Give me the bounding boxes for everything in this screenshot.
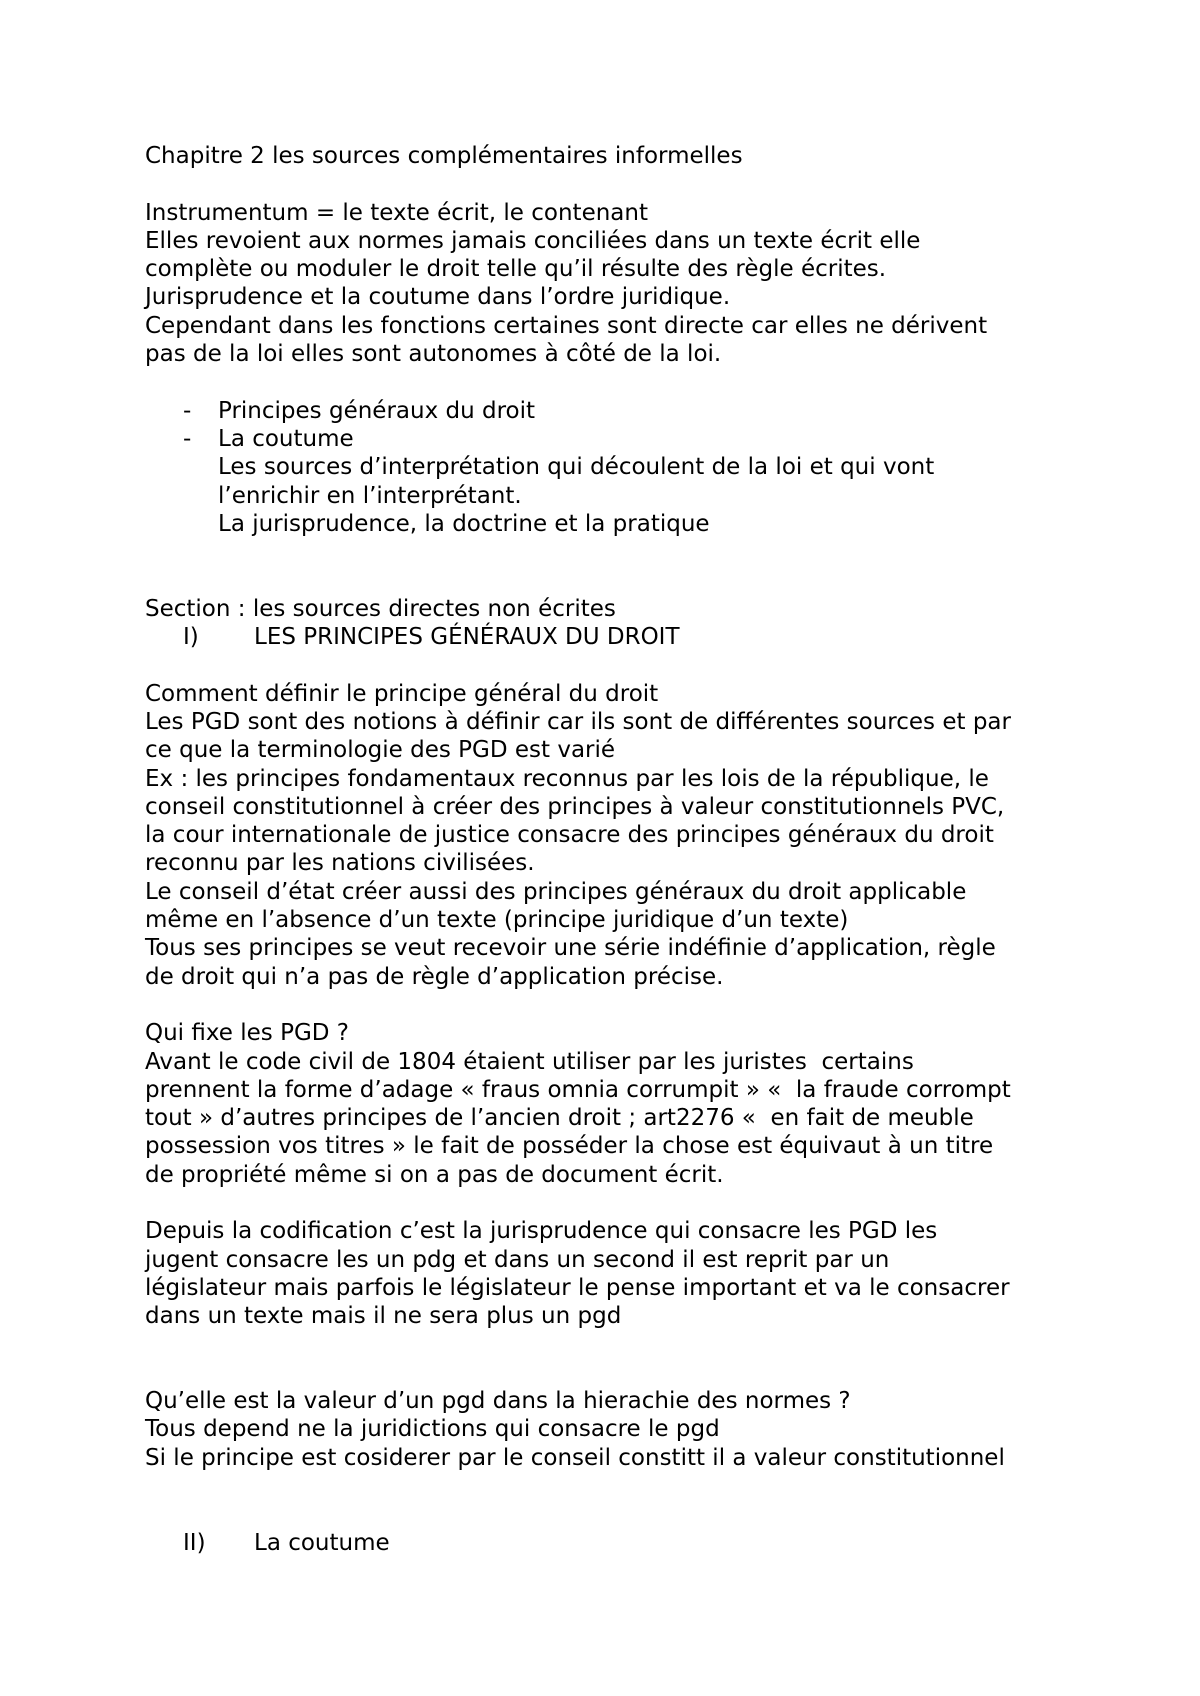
text-line: Tous ses principes se veut recevoir une série indéfinie d’application, règle: [145, 935, 996, 962]
spacer: [145, 368, 1105, 396]
text-line: Jurisprudence et la coutume dans l’ordre juridique.: [145, 284, 731, 311]
spacer: [145, 1189, 1105, 1217]
document-page: [145, 142, 1105, 1557]
text-line: ce que la terminologie des PGD est varié: [145, 737, 616, 764]
spacer: [145, 538, 1105, 566]
bullet-marker: -: [183, 397, 192, 424]
spacer: [145, 991, 1105, 1019]
text-line: Si le principe est cosiderer par le conseil constitt il a valeur constitutionnel: [145, 1444, 1005, 1471]
text-line: jugent consacre les un pdg et dans un second il est reprit par un: [145, 1246, 890, 1273]
text-line: Cependant dans les fonctions certaines sont directe car elles ne dérivent: [145, 312, 988, 339]
paragraph-definition: [145, 680, 1105, 991]
text-line: dans un texte mais il ne sera plus un pgd: [145, 1303, 622, 1330]
paragraph-who-sets: [145, 1019, 1105, 1189]
text-line: Avant le code civil de 1804 étaient utiliser par les juristes certains: [145, 1048, 914, 1075]
list-item-text: Principes généraux du droit: [218, 397, 536, 424]
heading-text: LES PRINCIPES GÉNÉRAUX DU DROIT: [254, 624, 680, 651]
spacer: [145, 170, 1105, 198]
text-line: Comment définir le principe général du droit: [145, 680, 659, 707]
heading-marker: II): [183, 1529, 206, 1556]
spacer: [145, 566, 1105, 594]
bullet-list: [145, 397, 1105, 538]
text-line: même en l’absence d’un texte (principe juridique d’un texte): [145, 907, 849, 934]
text-line: la cour internationale de justice consacre des principes généraux du droit: [145, 822, 994, 849]
text-line: législateur mais parfois le législateur le pense important et va le consacrer: [145, 1274, 1010, 1301]
spacer: [145, 1359, 1105, 1387]
text-line: tout » d’autres principes de l’ancien droit ; art2276 « en fait de meuble: [145, 1105, 974, 1132]
list-continuation: La jurisprudence, la doctrine et la pratique: [218, 510, 710, 537]
text-line: complète ou moduler le droit telle qu’il résulte des règle écrites.: [145, 256, 887, 283]
text-line: Les PGD sont des notions à définir car ils sont de différentes sources et par: [145, 708, 1011, 735]
text-line: de droit qui n’a pas de règle d’application précise.: [145, 963, 724, 990]
text-line: Qu’elle est la valeur d’un pgd dans la hierachie des normes ?: [145, 1388, 851, 1415]
paragraph-codification: [145, 1217, 1105, 1330]
text-line: Le conseil d’état créer aussi des principes généraux du droit applicable: [145, 878, 967, 905]
text-line: prennent la forme d’adage « fraus omnia corrumpit » « la fraude corrompt: [145, 1076, 1011, 1103]
bullet-marker: -: [183, 425, 192, 452]
chapter-title: Chapitre 2 les sources complémentaires informelles: [145, 143, 743, 169]
heading-marker: I): [183, 624, 199, 651]
text-line: possession vos titres » le fait de posséder la chose est équivaut à un titre: [145, 1133, 994, 1160]
text-line: Instrumentum = le texte écrit, le contenant: [145, 199, 648, 226]
paragraph-hierarchy: [145, 1387, 1105, 1472]
list-item-text: La coutume: [218, 425, 354, 452]
text-line: Qui fixe les PGD ?: [145, 1020, 349, 1047]
text-line: Tous depend ne la juridictions qui consacre le pgd: [145, 1416, 720, 1443]
text-line: pas de la loi elles sont autonomes à côté de la loi.: [145, 341, 722, 368]
heading-1: [145, 623, 1105, 651]
text-line: Elles revoient aux normes jamais conciliées dans un texte écrit elle: [145, 227, 921, 254]
list-item: [145, 397, 1105, 425]
spacer: [145, 1330, 1105, 1358]
text-line: Ex : les principes fondamentaux reconnus par les lois de la république, le: [145, 765, 989, 792]
intro-paragraph: [145, 199, 1105, 369]
text-line: conseil constitutionnel à créer des principes à valeur constitutionnels PVC,: [145, 793, 1005, 820]
heading-2: [145, 1529, 1105, 1557]
list-item: [145, 425, 1105, 453]
spacer: [145, 1500, 1105, 1528]
section-title: Section : les sources directes non écrites: [145, 595, 616, 622]
heading-text: La coutume: [254, 1529, 390, 1556]
list-continuation: Les sources d’interprétation qui découlent de la loi et qui vont: [218, 454, 935, 481]
spacer: [145, 651, 1105, 679]
text-line: Depuis la codification c’est la jurisprudence qui consacre les PGD les: [145, 1218, 938, 1245]
spacer: [145, 1472, 1105, 1500]
list-continuation: l’enrichir en l’interprétant.: [218, 482, 522, 509]
text-line: de propriété même si on a pas de document écrit.: [145, 1161, 724, 1188]
text-line: reconnu par les nations civilisées.: [145, 850, 535, 877]
